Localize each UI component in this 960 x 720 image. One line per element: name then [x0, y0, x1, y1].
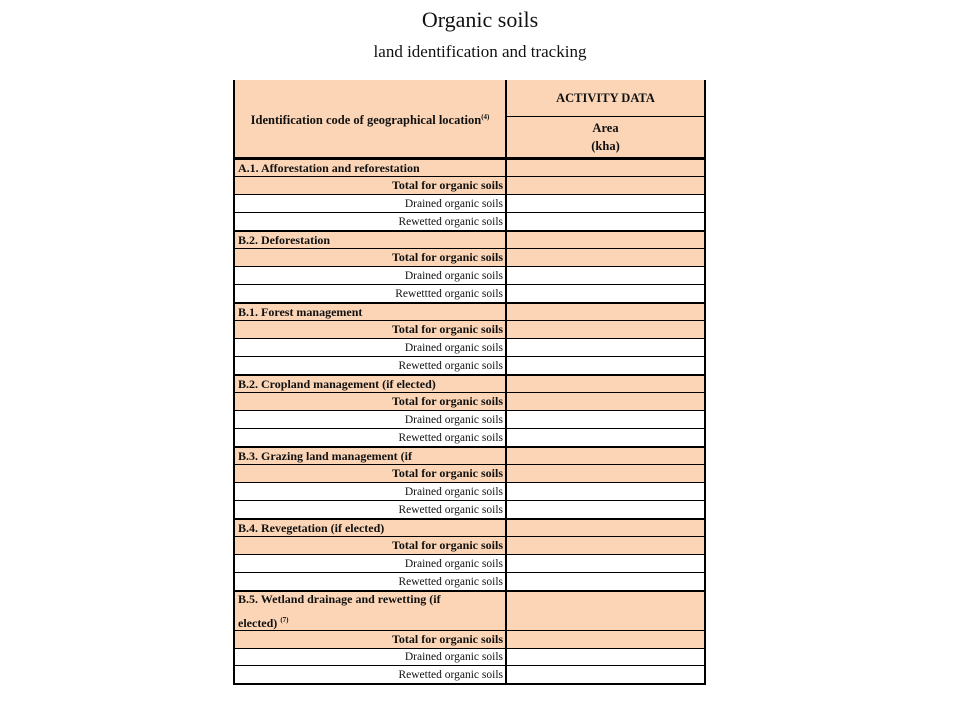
- area-cell[interactable]: [507, 357, 704, 374]
- drained-row: [235, 267, 704, 285]
- rewetted-label: Rewetted organic soils: [398, 503, 503, 516]
- rewetted-row: [235, 501, 704, 519]
- area-cell[interactable]: [507, 177, 704, 194]
- total-row: [235, 465, 704, 483]
- table-border-left: [233, 80, 235, 685]
- drained-label: Drained organic soils: [404, 341, 503, 354]
- header-location-note: (4): [481, 112, 490, 121]
- area-cell[interactable]: [507, 666, 704, 683]
- area-cell[interactable]: [507, 555, 704, 572]
- area-cell[interactable]: [507, 631, 704, 648]
- area-cell[interactable]: [507, 520, 704, 536]
- category-note: (7): [280, 615, 289, 624]
- drained-row: [235, 649, 704, 666]
- drained-row: [235, 411, 704, 429]
- total-row: [235, 177, 704, 195]
- rewetted-label: Rewetted organic soils: [398, 668, 503, 681]
- rewetted-label: Rewetted organic soils: [398, 575, 503, 588]
- total-row: [235, 321, 704, 339]
- drained-label: Drained organic soils: [404, 413, 503, 426]
- header-area-cell: [507, 117, 704, 157]
- area-cell[interactable]: [507, 339, 704, 356]
- drained-row: [235, 483, 704, 501]
- area-cell[interactable]: [507, 537, 704, 554]
- drained-row: [235, 555, 704, 573]
- area-cell[interactable]: [507, 249, 704, 266]
- area-cell[interactable]: [507, 304, 704, 320]
- drained-label: Drained organic soils: [404, 485, 503, 498]
- category-label: B.4. Revegetation (if elected): [238, 520, 385, 535]
- area-cell[interactable]: [507, 195, 704, 212]
- total-label: Total for organic soils: [391, 632, 503, 646]
- area-cell[interactable]: [507, 285, 704, 302]
- total-row: [235, 249, 704, 267]
- rewetted-label: Rewetted organic soils: [398, 431, 503, 444]
- area-cell[interactable]: [507, 573, 704, 590]
- column-divider: [505, 80, 507, 685]
- category-row: [235, 591, 704, 631]
- table-border-right: [704, 80, 706, 685]
- category-row: [235, 159, 704, 177]
- area-cell[interactable]: [507, 429, 704, 446]
- drained-label: Drained organic soils: [404, 651, 503, 663]
- header-location-cell: [235, 80, 505, 157]
- rewetted-row: [235, 429, 704, 447]
- category-label: B.1. Forest management: [238, 304, 363, 319]
- page-subtitle: land identification and tracking: [373, 42, 587, 61]
- drained-label: Drained organic soils: [404, 269, 503, 282]
- category-label: [235, 592, 505, 630]
- drained-label: Drained organic soils: [404, 197, 503, 210]
- total-label: Total for organic soils: [391, 394, 503, 408]
- area-cell[interactable]: [507, 501, 704, 518]
- table-border-bottom: [233, 683, 706, 685]
- total-row: [235, 537, 704, 555]
- rewetted-row: [235, 666, 704, 683]
- header-area-unit: (kha): [591, 139, 620, 153]
- total-label: Total for organic soils: [391, 466, 503, 480]
- area-cell[interactable]: [507, 483, 704, 500]
- category-row: [235, 519, 704, 537]
- area-cell[interactable]: [507, 232, 704, 248]
- drained-label: Drained organic soils: [404, 557, 503, 570]
- rewetted-row: [235, 213, 704, 231]
- total-label: Total for organic soils: [391, 538, 503, 552]
- total-label: Total for organic soils: [391, 250, 503, 264]
- area-cell[interactable]: [507, 267, 704, 284]
- category-label: B.2. Deforestation: [238, 232, 331, 247]
- area-cell[interactable]: [507, 321, 704, 338]
- category-row: [235, 375, 704, 393]
- category-row: [235, 303, 704, 321]
- organic-soils-table: [233, 80, 706, 685]
- header-location-label: Identification code of geographical location: [250, 113, 482, 128]
- page-title: Organic soils: [421, 7, 539, 32]
- total-label: Total for organic soils: [391, 322, 503, 336]
- rewetted-label: Rewetted organic soils: [398, 359, 503, 372]
- category-label: A.1. Afforestation and reforestation: [238, 160, 420, 175]
- category-label-line2: elected): [238, 615, 278, 630]
- area-cell[interactable]: [507, 448, 704, 464]
- area-cell[interactable]: [507, 411, 704, 428]
- total-label: Total for organic soils: [391, 178, 503, 192]
- category-row: [235, 447, 704, 465]
- area-cell[interactable]: [507, 393, 704, 410]
- area-cell[interactable]: [507, 376, 704, 392]
- drained-row: [235, 195, 704, 213]
- rewetted-row: [235, 573, 704, 591]
- category-label-line1: B.5. Wetland drainage and rewetting (if: [238, 592, 441, 606]
- category-label: B.2. Cropland management (if elected): [238, 376, 436, 391]
- drained-row: [235, 339, 704, 357]
- rewetted-label: Rewettted organic soils: [395, 287, 503, 300]
- area-cell[interactable]: [507, 465, 704, 482]
- area-cell[interactable]: [507, 213, 704, 230]
- area-cell[interactable]: [507, 649, 704, 665]
- area-cell[interactable]: [507, 160, 704, 176]
- total-row: [235, 393, 704, 411]
- category-row: [235, 231, 704, 249]
- area-cell[interactable]: [507, 592, 704, 630]
- rewetted-row: [235, 285, 704, 303]
- category-label: B.3. Grazing land management (if: [238, 448, 412, 463]
- header-area-label: Area: [592, 121, 619, 135]
- rewetted-label: Rewetted organic soils: [398, 215, 503, 228]
- header-activity-data: ACTIVITY DATA: [507, 80, 704, 117]
- total-row: [235, 631, 704, 649]
- rewetted-row: [235, 357, 704, 375]
